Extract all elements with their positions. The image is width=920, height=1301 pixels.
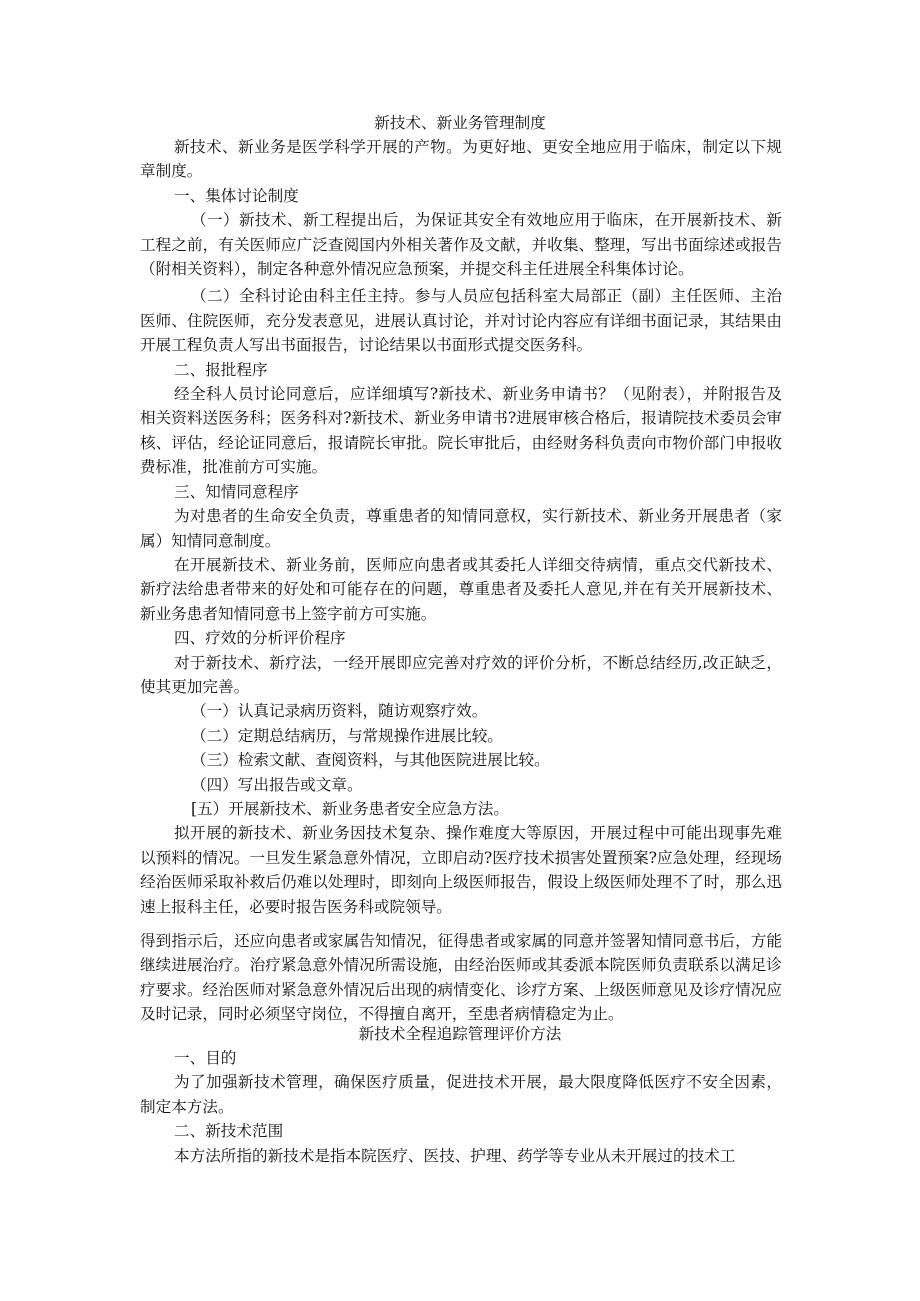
heading-scope: 二、新技术范围 [174,1122,284,1141]
paragraph-5-2: 得到指示后，还应向患者或家属告知情况，征得患者或家属的同意并签署知情同意书后，方能继续进展治疗。治疗紧急意外情况所需设施，由经治医师或其委派本院医师负责联系以满足诊疗要求。经治医师对紧急意外情况后出现的病情变化、诊疗方案、上级医师意见及诊疗情况应及时记录，同时必须坚守岗位，不得擅自离开，至患者病情稳定为止。 [140,932,782,1024]
paragraph-4: 对于新技术、新疗法，一经开展即应完善对疗效的评价分析，不断总结经历,改正缺乏，使其更加完善。 [140,653,782,696]
heading-approval-procedure: 二、报批程序 [174,360,268,379]
paragraph-3-2: 在开展新技术、新业务前，医师应向患者或其委托人详细交待病情，重点交代新技术、新疗法给患者带来的好处和可能存在的问题，尊重患者及委托人意见,并在有关开展新技术、新业务患者知情同意书上签字前方可实施。 [140,555,782,623]
list-item-4-1: （一）认真记录病历资料，随访观察疗效。 [191,702,488,721]
section-block-3 [140,1046,782,1168]
document-subtitle: 新技术全程追踪管理评价方法 [358,1025,562,1043]
heading-purpose: 一、目的 [174,1049,237,1067]
list-item-4-4: （四）写出报告或文章。 [191,775,363,794]
list-item-4-3: （三）检索文献、查阅资料，与其他医院进展比较。 [191,751,550,770]
paragraph-3-1: 为对患者的生命安全负责，尊重患者的知情同意权，实行新技术、新业务开展患者（家属）知情同意制度。 [140,507,782,550]
heading-informed-consent: 三、知情同意程序 [174,482,299,501]
paragraph-scope: 本方法所指的新技术是指本院医疗、医技、护理、药学等专业从未开展过的技术工 [174,1146,736,1165]
intro-paragraph: 新技术、新业务是医学科学开展的产物。为更好地、更安全地应用于临床，制定以下规章制度。 [140,138,782,181]
paragraph-1-2: （二）全科讨论由科主任主持。参与人员应包括科室大局部正（副）主任医师、主治医师、住院医师，充分发表意见，进展认真讨论，并对讨论内容应有详细书面记录，其结果由开展工程负责人写出书面报告，讨论结果以书面形式提交医务科。 [140,287,782,355]
paragraph-purpose: 为了加强新技术管理，确保医疗质量，促进技术开展，最大限度降低医疗不安全因素，制定本方法。 [140,1073,782,1116]
list-item-4-2: （二）定期总结病历，与常规操作进展比较。 [191,726,503,745]
list-item-4-5: [五）开展新技术、新业务患者安全应急方法。 [191,799,509,818]
document-title: 新技术、新业务管理制度 [374,114,546,132]
heading-collective-discussion: 一、集体讨论制度 [174,186,299,205]
paragraph-2: 经全科人员讨论同意后，应详细填写?新技术、新业务申请书？（见附表），并附报告及相关资料送医务科；医务科对?新技术、新业务申请书?进展审核合格后，报请院技术委员会审核、评估，经论证同意后，报请院长审批。院长审批后，由经财务科负责向市物价部门申报收费标准，批准前方可实施。 [140,385,782,477]
paragraph-5-1: 拟开展的新技术、新业务因技术复杂、操作难度大等原因，开展过程中可能出现事先难以预料的情况。一旦发生紧急意外情况，立即启动?医疗技术损害处置预案?应急处理，经现场经治医师采取补救后仍难以处理时，即刻向上级医师报告，假设上级医师处理不了时，那么迅速上报科主任，必要时报告医务科或院领导。 [140,824,782,916]
section-block-1 [140,135,782,919]
heading-efficacy-analysis: 四、疗效的分析评价程序 [174,629,346,648]
paragraph-1-1: （一）新技术、新工程提出后，为保证其安全有效地应用于临床，在开展新技术、新工程之前，有关医师应广泛查阅国内外相关著作及文献，并收集、整理，写出书面综述或报告（附相关资料），制定各种意外情况应急预案，并提交科主任进展全科集体讨论。 [140,211,782,279]
section-block-2 [140,929,782,1027]
